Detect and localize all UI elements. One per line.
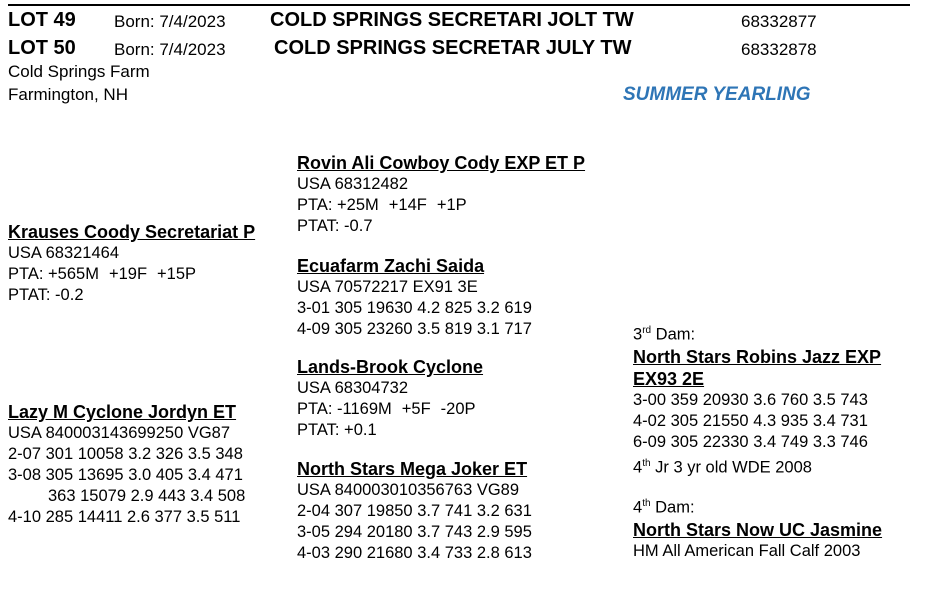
lot-49-born: Born: 7/4/2023 — [114, 12, 226, 31]
sire-registration: USA 68321464 — [8, 244, 120, 262]
dam-sire-pta: PTA: -1169M +5F -20P — [297, 400, 476, 418]
third-dam-record: 4-02 305 21550 4.3 935 3.4 731 — [633, 411, 868, 430]
dam-dam-name: North Stars Mega Joker ET — [297, 459, 528, 479]
sire-dam-record: 4-09 305 23260 3.5 819 3.1 717 — [297, 320, 532, 338]
lot-49-registration: 68332877 — [741, 12, 817, 31]
lot-50-registration: 68332878 — [741, 40, 817, 59]
third-dam-award: 4th Jr 3 yr old WDE 2008 — [633, 457, 812, 476]
dam-block — [8, 401, 245, 528]
sire-dam-block — [297, 255, 532, 340]
dam-dam-record: 4-03 290 21680 3.4 733 2.8 613 — [297, 544, 532, 562]
dam-record: 3-08 305 13695 3.0 405 3.4 471 — [8, 466, 243, 484]
dam-sire-block — [297, 356, 486, 441]
sire-ptat: PTAT: -0.2 — [8, 286, 84, 304]
sire-sire-pta: PTA: +25M +14F +1P — [297, 196, 467, 214]
lot-50-name: COLD SPRINGS SECRETAR JULY TW — [274, 37, 632, 59]
lot-50-born: Born: 7/4/2023 — [114, 40, 226, 59]
fourth-dam-name: North Stars Now UC Jasmine — [633, 519, 883, 540]
fourth-dam-block — [633, 493, 882, 562]
sire-dam-name: Ecuafarm Zachi Saida — [297, 256, 485, 276]
dam-sire-registration: USA 68304732 — [297, 379, 409, 397]
farm-name: Cold Springs Farm — [8, 62, 150, 81]
dam-dam-block — [297, 458, 532, 564]
dam-record: 363 15079 2.9 443 3.4 508 — [48, 487, 246, 505]
third-dam-name: North Stars Robins Jazz EXP — [633, 346, 882, 367]
third-dam-block — [633, 320, 881, 478]
dam-record: 4-10 285 14411 2.6 377 3.5 511 — [8, 508, 241, 526]
dam-record: 2-07 301 10058 3.2 326 3.5 348 — [8, 445, 243, 463]
top-rule — [8, 4, 910, 6]
fourth-dam-award: HM All American Fall Calf 2003 — [633, 541, 861, 560]
dam-name: Lazy M Cyclone Jordyn ET — [8, 402, 237, 422]
sire-sire-name: Rovin Ali Cowboy Cody EXP ET P — [297, 153, 586, 173]
sire-dam-record: 3-01 305 19630 4.2 825 3.2 619 — [297, 299, 532, 317]
sire-sire-registration: USA 68312482 — [297, 175, 409, 193]
sire-sire-ptat: PTAT: -0.7 — [297, 217, 373, 235]
sire-block — [8, 221, 255, 306]
lot-number-50: LOT 50 — [8, 37, 76, 59]
dam-dam-record: 2-04 307 19850 3.7 741 3.2 631 — [297, 502, 532, 520]
third-dam-record: 6-09 305 22330 3.4 749 3.3 746 — [633, 432, 868, 451]
farm-location: Farmington, NH — [8, 85, 128, 104]
sire-name: Krauses Coody Secretariat P — [8, 222, 256, 242]
sire-pta: PTA: +565M +19F +15P — [8, 265, 197, 283]
dam-dam-record: 3-05 294 20180 3.7 743 2.9 595 — [297, 523, 532, 541]
sire-sire-block — [297, 152, 585, 237]
third-dam-classification: EX93 2E — [633, 368, 705, 389]
sire-dam-registration: USA 70572217 EX91 3E — [297, 278, 478, 296]
dam-sire-ptat: PTAT: +0.1 — [297, 421, 377, 439]
fourth-dam-label: 4th Dam: — [633, 498, 695, 517]
lot-number-49: LOT 49 — [8, 9, 76, 31]
lot-49-name: COLD SPRINGS SECRETARI JOLT TW — [270, 9, 634, 31]
dam-dam-registration: USA 840003010356763 VG89 — [297, 481, 520, 499]
third-dam-record: 3-00 359 20930 3.6 760 3.5 743 — [633, 390, 868, 409]
class-label: SUMMER YEARLING — [623, 84, 811, 105]
third-dam-label: 3rd Dam: — [633, 325, 696, 344]
dam-registration: USA 840003143699250 VG87 — [8, 424, 231, 442]
dam-sire-name: Lands-Brook Cyclone — [297, 357, 484, 377]
